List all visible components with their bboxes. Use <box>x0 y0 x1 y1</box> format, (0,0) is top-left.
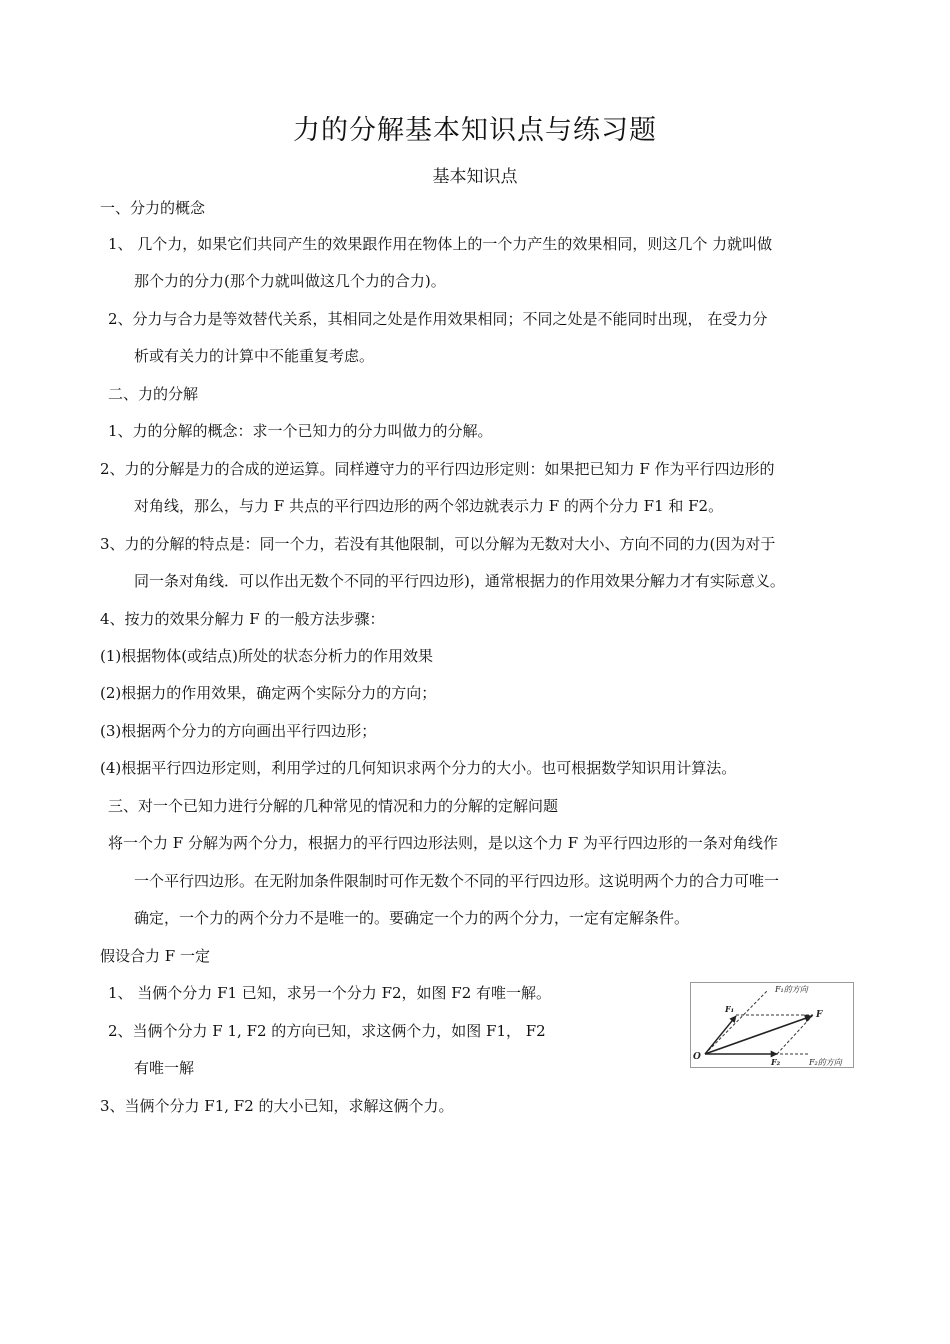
paragraph-line: 2、力的分解是力的合成的逆运算。同样遵守力的平行四边形定则：如果把已知力 F 作为平行四边形的 <box>100 460 775 478</box>
paragraph-line: 析或有关力的计算中不能重复考虑。 <box>134 347 375 365</box>
force-diagram <box>691 983 853 1067</box>
step-line: (2)根据力的作用效果，确定两个实际分力的方向； <box>100 684 437 702</box>
section-heading-concept: 一、分力的概念 <box>100 199 206 217</box>
label-f2-direction: F₂的方向 <box>809 1058 842 1067</box>
label-f2: F₂ <box>771 1057 781 1067</box>
step-line: (4)根据平行四边形定则，利用学过的几何知识求两个分力的大小。也可根据数学知识用计算法。 <box>100 759 737 777</box>
paragraph-line: 2、分力与合力是等效替代关系，其相同之处是作用效果相同；不同之处是不能同时出现， 在受力分 <box>108 310 768 328</box>
paragraph-line: 3、当俩个分力 F1, F2 的大小已知，求解这俩个力。 <box>100 1097 454 1115</box>
step-line: (3)根据两个分力的方向画出平行四边形； <box>100 722 377 740</box>
label-f1: F₁ <box>725 1004 735 1014</box>
paragraph-line: 对角线，那么，与力 F 共点的平行四边形的两个邻边就表示力 F 的两个分力 F1 和 F2。 <box>134 497 724 515</box>
page-subtitle: 基本知识点 <box>432 167 518 187</box>
paragraph-line: 1、力的分解的概念：求一个已知力的分力叫做力的分解。 <box>108 422 493 440</box>
step-line: (1)根据物体(或结点)所处的状态分析力的作用效果 <box>100 647 433 665</box>
section-heading-cases: 三、对一个已知力进行分解的几种常见的情况和力的分解的定解问题 <box>108 797 559 815</box>
label-f1-direction: F₁的方向 <box>775 985 808 994</box>
label-f: F <box>816 1010 823 1020</box>
parallelogram-edge <box>777 1015 813 1054</box>
paragraph-line: 将一个力 F 分解为两个分力，根据力的平行四边形法则，是以这个力 F 为平行四边形的一条对角线作 <box>108 834 778 852</box>
paragraph-line: 那个力的分力(那个力就叫做这几个力的合力)。 <box>134 272 446 290</box>
paragraph-line: 1、 几个力，如果它们共同产生的效果跟作用在物体上的一个力产生的效果相同，则这几个 力就叫做 <box>108 235 773 253</box>
paragraph-line: 4、按力的效果分解力 F 的一般方法步骤： <box>100 610 385 628</box>
paragraph-line: 有唯一解 <box>134 1059 195 1077</box>
label-origin: O <box>693 1052 701 1062</box>
paragraph-line: 一个平行四边形。在无附加条件限制时可作无数个不同的平行四边形。这说明两个力的合力可唯一 <box>134 872 780 890</box>
paragraph-line: 1、 当俩个分力 F1 已知，求另一个分力 F2，如图 F2 有唯一解。 <box>108 984 552 1002</box>
section-heading-decomposition: 二、力的分解 <box>108 385 199 403</box>
paragraph-line: 确定，一个力的两个分力不是唯一的。要确定一个力的两个分力，一定有定解条件。 <box>134 909 690 927</box>
paragraph-line: 2、当俩个分力 F 1, F2 的方向已知，求这俩个力，如图 F1， F2 <box>108 1022 546 1040</box>
paragraph-line: 3、力的分解的特点是：同一个力，若没有其他限制，可以分解为无数对大小、方向不同的力(因为对于 <box>100 535 776 553</box>
paragraph-line: 假设合力 F 一定 <box>100 947 210 965</box>
page-title: 力的分解基本知识点与练习题 <box>293 115 657 146</box>
f1-direction-line <box>705 991 767 1054</box>
paragraph-line: 同一条对角线．可以作出无数个不同的平行四边形)，通常根据力的作用效果分解力才有实际意义。 <box>134 572 785 590</box>
force-parallelogram-figure <box>690 982 854 1068</box>
